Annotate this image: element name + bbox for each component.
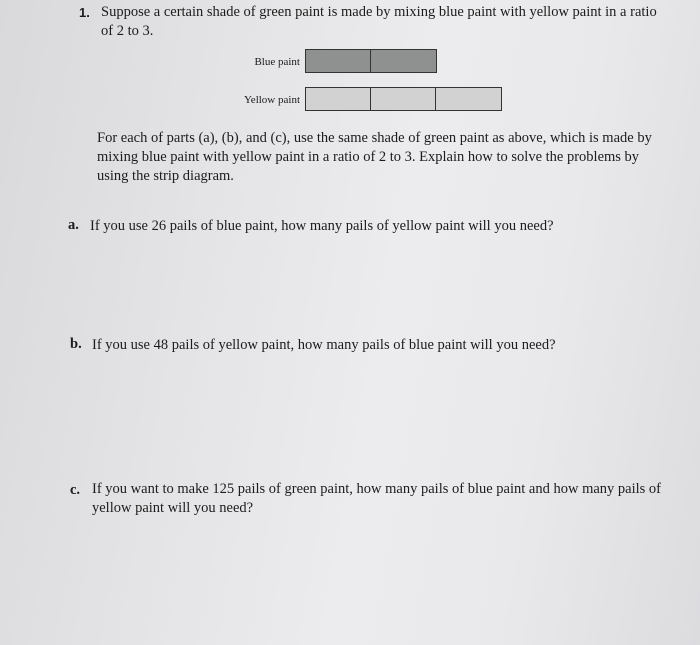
question-number: 1. bbox=[79, 5, 90, 20]
part-b-letter: b. bbox=[70, 336, 82, 352]
blue-paint-strip bbox=[305, 49, 437, 73]
yellow-strip-unit bbox=[371, 88, 436, 110]
yellow-strip-unit bbox=[306, 88, 371, 110]
part-a-letter: a. bbox=[68, 217, 79, 233]
part-c-letter: c. bbox=[70, 482, 81, 498]
instructions-text: For each of parts (a), (b), and (c), use the same shade of green paint as above, which is made by mixing blue paint with yellow paint in a ratio of 2 to 3. Explain how to solve the problems by using the strip diagram. bbox=[97, 130, 652, 184]
question-text: Suppose a certain shade of green paint is made by mixing blue paint with yellow paint in a ratio of 2 to 3. bbox=[101, 4, 657, 39]
yellow-paint-label: Yellow paint bbox=[243, 94, 300, 106]
blue-paint-label: Blue paint bbox=[254, 56, 300, 68]
yellow-paint-strip bbox=[305, 87, 502, 111]
blue-strip-unit bbox=[371, 50, 436, 72]
yellow-strip-unit bbox=[436, 88, 501, 110]
part-c-text: If you want to make 125 pails of green paint, how many pails of blue paint and how many pails of yellow paint will you need? bbox=[92, 481, 661, 516]
blue-strip-unit bbox=[306, 50, 371, 72]
part-b-text: If you use 48 pails of yellow paint, how many pails of blue paint will you need? bbox=[92, 337, 556, 353]
part-a-text: If you use 26 pails of blue paint, how many pails of yellow paint will you need? bbox=[90, 218, 554, 234]
